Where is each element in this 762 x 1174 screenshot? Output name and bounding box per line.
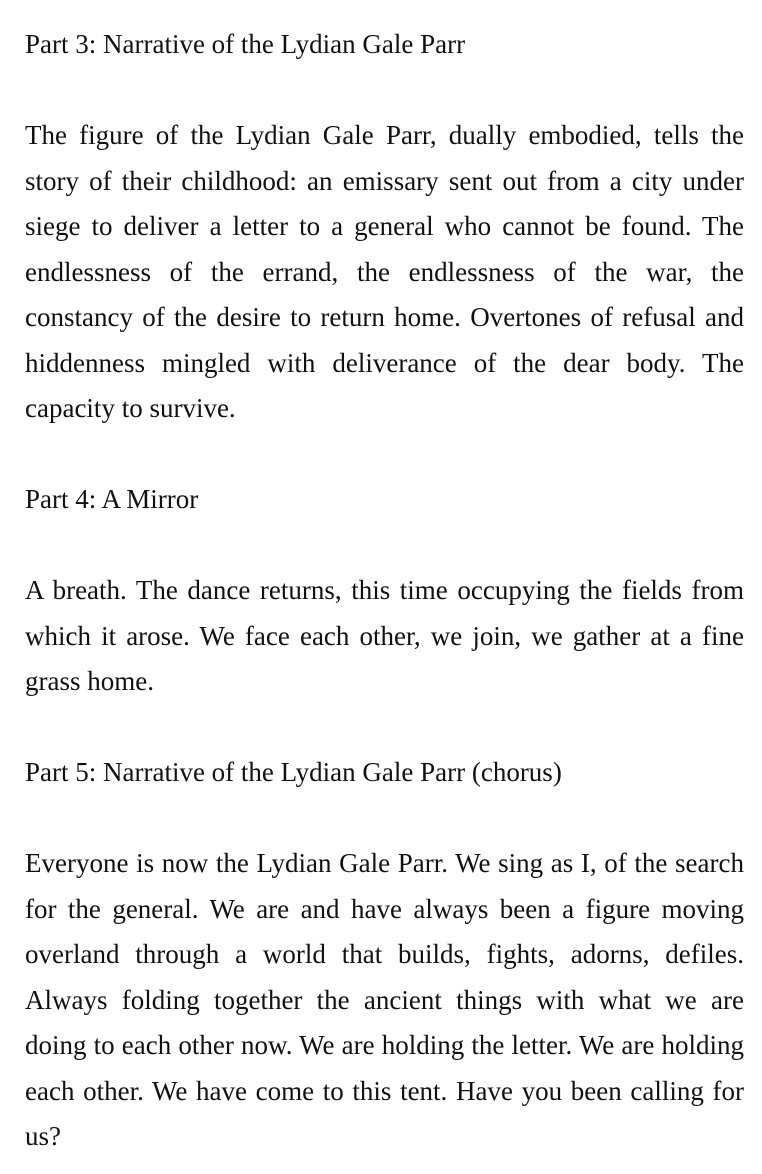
- spacer: [25, 705, 744, 751]
- spacer: [25, 68, 744, 114]
- spacer: [25, 523, 744, 569]
- section-heading-part-4: Part 4: A Mirror: [25, 484, 199, 514]
- section-heading-part-5: Part 5: Narrative of the Lydian Gale Parr (chorus): [25, 757, 562, 787]
- spacer: [25, 432, 744, 478]
- section-body-part-5: Everyone is now the Lydian Gale Parr. We sing as I, of the search for the general. We are and have always been a figure moving overland through a world that builds, fights, adorns, defiles. Always folding together the ancient things with what we are doing to each other now. We are holding the letter. We are holding each other. We have come to this tent. Have you been calling for us?: [25, 848, 744, 1151]
- section-heading-part-3: Part 3: Narrative of the Lydian Gale Parr: [25, 29, 466, 59]
- section-body-part-3: The figure of the Lydian Gale Parr, dually embodied, tells the story of their childhood: an emissary sent out from a city under siege to deliver a letter to a general who cannot be found. The endlessness of the errand, the endlessness of the war, the constancy of the desire to return home. Overtones of refusal and hiddenness mingled with deliverance of the dear body. The capacity to survive.: [25, 120, 744, 423]
- spacer: [25, 796, 744, 842]
- section-body-part-4: A breath. The dance returns, this time occupying the fields from which it arose. We face each other, we join, we gather at a fine grass home.: [25, 575, 744, 696]
